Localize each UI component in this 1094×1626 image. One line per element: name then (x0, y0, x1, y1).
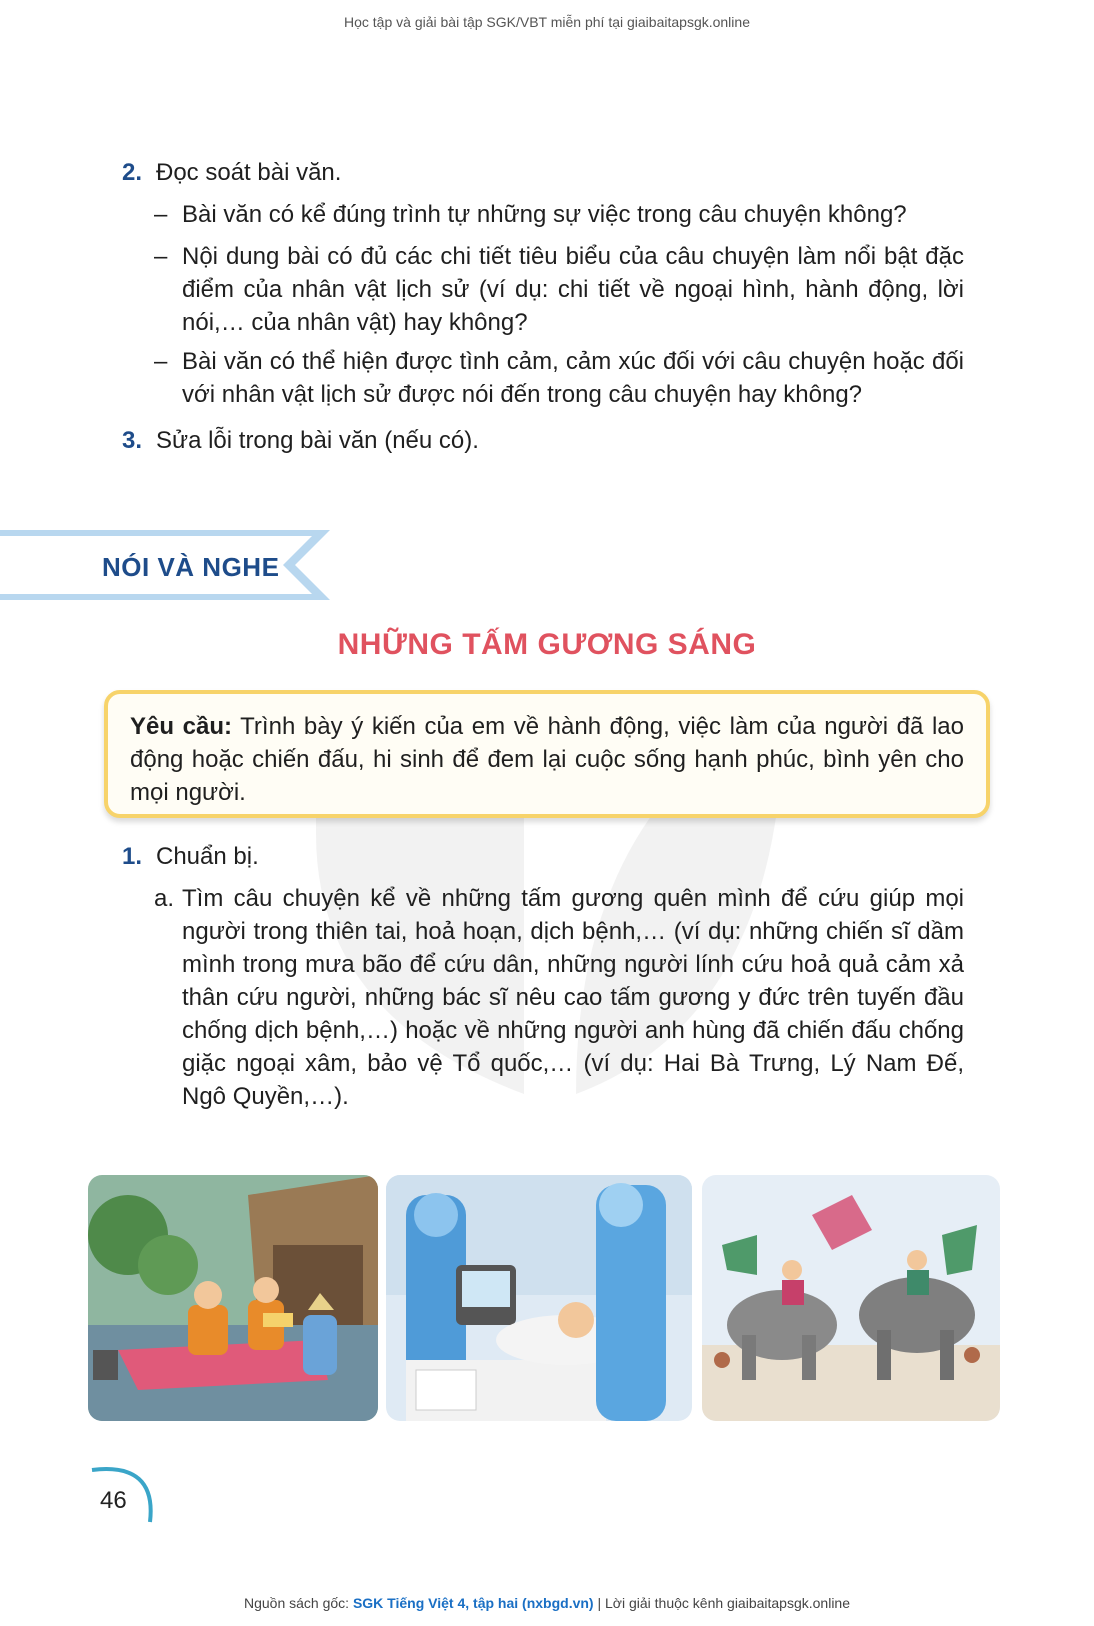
requirement-box (104, 690, 990, 818)
step-2-heading (122, 156, 341, 189)
prep-a-label: a. (154, 885, 175, 912)
step-2-bullet-1 (154, 198, 964, 231)
step-2-title: Đọc soát bài văn. (156, 159, 342, 186)
dash-icon: – (154, 243, 168, 270)
top-header: Học tập và giải bài tập SGK/VBT miễn phí tại giaibaitapsgk.online (344, 14, 750, 30)
page-number: 46 (100, 1487, 127, 1514)
section-title: NHỮNG TẤM GƯƠNG SÁNG (337, 628, 757, 661)
step-3-title: Sửa lỗi trong bài văn (nếu có). (156, 427, 479, 454)
flood-rescue-illustration (88, 1175, 378, 1421)
banner-title: NÓI VÀ NGHE (102, 552, 280, 582)
prep-a-text: Tìm câu chuyện kể về những tấm gương quên mình để cứu giúp mọi người trong thiên tai, hoả hoạn, dịch bệnh,… (ví dụ: những chiến sĩ dầm mình trong mưa bão để cứu dân, những người lính cứu hoả quả cảm xả thân cứu người, những bác sĩ nêu cao tấm gương y đức trên tuyến đầu chống dịch bệnh,…) hoặc về những người anh hùng đã chiến đấu chống giặc ngoại xâm, bảo vệ Tổ quốc,… (ví dụ: Hai Bà Trưng, Lý Nam Đế, Ngô Quyền,…). (182, 885, 964, 1110)
step-2-bullet-3 (154, 345, 964, 411)
prep-item-a (154, 882, 964, 1113)
bullet-text: Bài văn có kể đúng trình tự những sự việc trong câu chuyện không? (182, 201, 907, 228)
footer-prefix: Nguồn sách gốc: (243, 1595, 353, 1611)
step-3-heading (122, 424, 479, 457)
battle-elephants-illustration (702, 1175, 1000, 1421)
footer-suffix: | Lời giải thuộc kênh giaibaitapsgk.online (593, 1595, 851, 1611)
footer (0, 1595, 1094, 1611)
requirement-text: Trình bày ý kiến của em về hành động, việc làm của người đã lao động hoặc chiến đấu, hi sinh để đem lại cuộc sống hạnh phúc, bình yên cho mọi người. (130, 713, 965, 806)
dash-icon: – (154, 348, 168, 375)
dash-icon: – (154, 201, 168, 228)
prep-title: Chuẩn bị. (156, 843, 259, 870)
illustrations (88, 1175, 1038, 1421)
step-3-number: 3. (122, 427, 143, 454)
medical-illustration (386, 1175, 692, 1421)
step-2-bullet-2 (154, 240, 964, 339)
prep-number: 1. (122, 843, 143, 870)
prep-heading (122, 840, 259, 873)
bullet-text: Nội dung bài có đủ các chi tiết tiêu biểu của câu chuyện làm nổi bật đặc điểm của nhân vật lịch sử (ví dụ: chi tiết về ngoại hình, hành động, lời nói,… của nhân vật) hay không? (182, 243, 964, 336)
requirement-label: Yêu cầu: (130, 713, 232, 740)
bullet-text: Bài văn có thể hiện được tình cảm, cảm xúc đối với câu chuyện hoặc đối với nhân vật lịch sử được nói đến trong câu chuyện hay không? (182, 348, 964, 408)
footer-source: SGK Tiếng Việt 4, tập hai (nxbgd.vn) (352, 1595, 594, 1611)
step-2-number: 2. (122, 159, 143, 186)
